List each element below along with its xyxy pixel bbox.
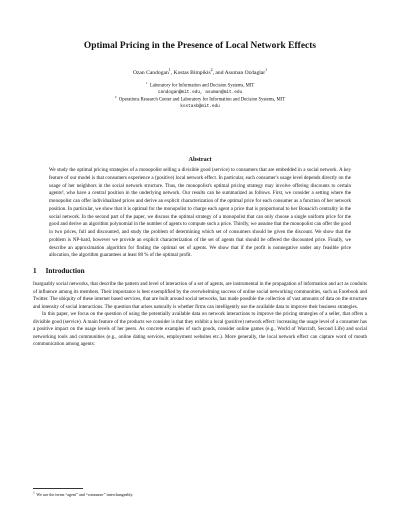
footnote [33, 492, 133, 497]
body-paragraph: In this paper, we focus on the question of using the potentially available data on network interactions to improve the pricing strategies of a seller, that offers a divisible good (service). A main feature of the products we consider is that they exhibit a local (positive) network effect: increasing the usage level of a consumer has a positive impact on the usage levels of her peers. As concrete examples of such goods, consider online games (e.g., World of Warcraft, Second Life) and social networking tools and communities (e.g., online dating services, employment websites etc.). More generally, the local network effect can capture word of mouth communication among agents: [33, 311, 367, 348]
author-mark: 1 [265, 68, 268, 73]
footnote-rule [33, 488, 83, 489]
author-name: Asuman Ozdaglar [224, 70, 266, 76]
section-title: Introduction [45, 267, 85, 275]
author-list [20, 70, 380, 76]
section-heading [33, 267, 85, 275]
section-number: 1 [33, 267, 37, 275]
affiliation-email: kostasb@mit.edu [180, 103, 220, 109]
author-separator: , [170, 70, 174, 76]
affiliation-name: Operations Research Center and Laboratory for Information and Decision Systems, MIT [118, 97, 286, 103]
body-paragraph: Inarguably social networks, that describe the pattern and level of interaction of a set of agents, are instrumental in the propagation of information and act as conduits of influence among its members. Their importance is best exemplified by the overwhelming success of online social networking communities, such as Facebook and Twitter. The ubiquity of these internet based services, that are built around social networks, has made possible the collection of vast amounts of data on the structure and intensity of social interactions. The question that arises naturally is whether firms can intelligently use the available data to improve their business strategies. [33, 281, 367, 310]
footnote-mark: 3 [33, 490, 35, 495]
author-mark: 1 [168, 68, 171, 73]
abstract-heading: Abstract [188, 156, 212, 163]
abstract-text: We study the optimal pricing strategies of a monopolist selling a divisible good (service) to consumers that are embedded in a social network. A key feature of our model is that consumers experience a (positive) local network effect. In particular, each consumer's usage level depends directly on the usage of her neighbors in the social network structure. Thus, the monopolist's optimal pricing strategy may involve offering discounts to certain agents³, who have a central position in the underlying network. Our results can be summarized as follows. First, we consider a setting where the monopolist can offer individualized prices and derive an explicit characterization of the optimal price for each consumer as a function of her network position. In particular, we show that it is optimal for the monopolist to charge each agent a price that is proportional to her Bonacich centrality in the social network. In the second part of the paper, we discuss the optimal strategy of a monopolist that can only choose a single uniform price for the good and derive an algorithm polynomial in the number of agents to compute such a price. Thirdly, we assume that the monopolist can offer the good in two prices, full and discounted, and study the problem of determining which set of consumers should be given the discount. We show that the problem is NP-hard, however we provide an explicit characterization of the set of agents that should be offered the discounted price. Finally, we describe an approximation algorithm for finding the optimal set of agents. We show that if the profit is nonnegative under any feasible price allocation, the algorithm guarantees at least 88 % of the optimal profit. [49, 167, 351, 259]
affiliation-name: Laboratory for Information and Decision Systems, MIT [149, 83, 255, 89]
author-name: Kostas Bimpikis [173, 70, 211, 76]
affiliation-mark: 1 [145, 81, 148, 85]
affiliation [20, 83, 380, 96]
affiliation [20, 97, 380, 110]
author-separator: , and [212, 70, 225, 76]
author-name: Ozan Candogan [132, 70, 169, 76]
author-mark: 2 [210, 68, 213, 73]
affiliation-mark: 2 [114, 95, 117, 99]
footnote-text: We use the terms “agent” and “consumer” interchangeably. [36, 492, 134, 497]
section-body [33, 281, 367, 349]
affiliation-email: candogan@mit.edu, asuman@mit.edu [157, 89, 243, 95]
paper-title: Optimal Pricing in the Presence of Local Network Effects [83, 41, 317, 51]
